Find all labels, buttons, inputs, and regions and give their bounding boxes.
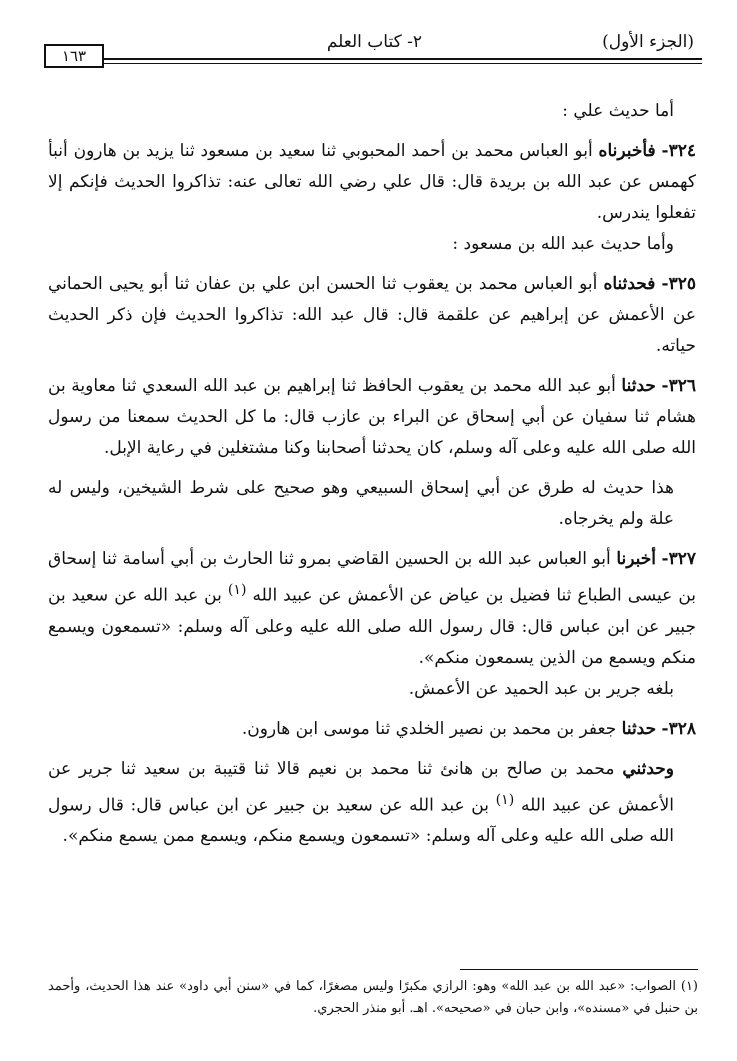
hadith-328 xyxy=(48,714,696,745)
editor-comment: هذا حديث له طرق عن أبي إسحاق السبيعي وهو صحيح على شرط الشيخين، وليس له علة ولم يخرجاه. xyxy=(48,478,674,529)
footnote-marker[interactable]: (١) xyxy=(227,582,247,598)
hadith-text: جعفر بن محمد بن نصير الخلدي ثنا موسى ابن هارون. xyxy=(241,718,617,739)
narration-keyword: حدثنا xyxy=(621,718,657,739)
hadith-327 xyxy=(48,544,696,674)
chapter-title: ٢- كتاب العلم xyxy=(326,32,422,52)
hadith-text: أبو العباس محمد بن أحمد المحبوبي ثنا سعيد بن مسعود ثنا يزيد بن هارون أنبأ كهمس عن عبد الله بن بريدة قال: قال علي رضي الله تعالى عنه: تذاكروا الحديث فإنكم إلا تفعلوا يندرس. xyxy=(48,141,696,223)
header-rule-thick xyxy=(104,58,702,60)
hadith-324 xyxy=(48,136,696,229)
volume-label: (الجزء الأول) xyxy=(602,32,694,52)
header-rule-thin xyxy=(104,63,702,64)
narration-keyword: أخبرنا xyxy=(616,549,656,569)
hadith-number: ٣٢٧- xyxy=(661,549,697,569)
hadith-text-cont: بن عبد الله عن سعيد بن جبير عن ابن عباس قال: قال رسول الله صلى الله عليه وعلى آله وسلم: «تسمعون ويسمع منكم ويسمع من الذين يسمعون منكم». xyxy=(48,585,696,668)
section-heading-ali: أما حديث علي : xyxy=(562,101,674,121)
narration-keyword: فحدثناه xyxy=(603,274,656,294)
narration-keyword: وحدثني xyxy=(622,758,675,779)
hadith-number: ٣٢٥- xyxy=(661,274,697,294)
narration-keyword: حدثنا xyxy=(621,376,656,396)
hadith-text: أبو العباس محمد بن يعقوب ثنا الحسن ابن علي بن عفان ثنا أبو يحيى الحماني عن الأعمش عن إبراهيم عن علقمة قال: قال عبد الله: تذاكروا الحديث فإن ذكر الحديث حياته. xyxy=(48,274,696,356)
page-number: ١٦٣ xyxy=(61,47,87,65)
hadith-number: ٣٢٦- xyxy=(661,376,696,396)
hadith-text: أبو عبد الله محمد بن يعقوب الحافظ ثنا إبراهيم بن عبد الله السعدي ثنا معاوية بن هشام ثنا سفيان عن أبي إسحاق عن البراء بن عازب قال: ما كل الحديث سمعنا من رسول الله صلى الله عليه وعلى آله وسلم، كان يحدثنا أصحابنا وكنا مشتغلين في رعاية الإبل. xyxy=(48,376,696,458)
hadith-326 xyxy=(48,371,696,464)
hadith-number: ٣٢٨- xyxy=(661,718,696,739)
page-number-box xyxy=(44,44,104,68)
main-text xyxy=(48,96,696,852)
section-heading-ibn-masud: وأما حديث عبد الله بن مسعود : xyxy=(452,234,674,254)
hadith-text-cont: بن عبد الله عن سعيد بن جبير عن ابن عباس قال: قال رسول الله صلى الله عليه وعلى آله وسلم: «تسمعون ويسمع منكم، ويسمع ممن يسمع منكم». xyxy=(48,795,674,847)
hadith-328-second-chain xyxy=(48,754,696,853)
footnote-marker[interactable]: (١) xyxy=(495,791,515,808)
hadith-number: ٣٢٤- xyxy=(661,141,697,161)
hadith-325 xyxy=(48,269,696,362)
footnote-rule xyxy=(460,969,698,970)
page-header xyxy=(44,32,702,66)
narration-keyword: فأخبرناه xyxy=(598,141,656,161)
hadith-text: أبو العباس عبد الله بن الحسين القاضي بمرو ثنا الحارث بن أبي أسامة ثنا إسحاق بن عيسى الطباع ثنا فضيل بن عياض عن الأعمش عن عبيد الله xyxy=(48,549,697,606)
editor-comment: بلغه جرير بن عبد الحميد عن الأعمش. xyxy=(408,678,674,699)
hadith-text: محمد بن صالح بن هانئ ثنا محمد بن نعيم قالا ثنا قتيبة بن سعيد ثنا جرير عن الأعمش عن عبيد الله xyxy=(48,758,675,816)
footnote: (١) الصواب: «عبد الله بن عبد الله» وهو: الرازي مكبرًا وليس مصغرًا، كما في «سنن أبي داود» عند هذا الحديث، وأحمد بن حنبل في «مسنده»، وابن حبان في «صحيحه». اهـ. أبو منذر الحجري. xyxy=(48,979,698,1016)
